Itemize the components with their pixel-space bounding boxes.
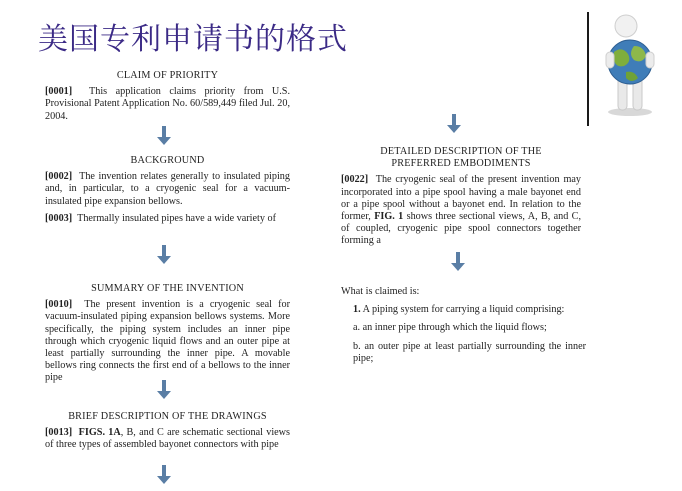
paragraph-text: This application claims priority from U.S. Provisional Patent Application No. 60/589,449 filed Jul. 20, 2004.	[45, 86, 290, 122]
down-arrow	[157, 126, 171, 145]
claim-number: 1.	[353, 304, 361, 316]
paragraph-text: The present invention is a cryogenic seal for vacuum-insulated piping expansion bellows systems. More specifically, the piping system includes an inner pipe through which cryogenic liquid flows and an outer pipe at least partially surrounding the inner pipe. A movable bellows ring connects the first end of a bellows to the inner pipe	[45, 299, 290, 384]
paragraph-text: Thermally insulated pipes have a wide variety of	[77, 212, 276, 224]
claims-section	[341, 286, 586, 366]
section-heading: CLAIM OF PRIORITY	[116, 70, 219, 81]
down-arrow	[157, 380, 171, 399]
paragraph	[341, 174, 581, 247]
section-heading: PREFERRED EMBODIMENTS	[391, 158, 531, 170]
paragraph-text: The invention relates generally to insulated piping and, in particular, to a cryogenic seal for a vacuum-insulated pipe expansion bellows.	[45, 171, 290, 207]
paragraph-number: [0001]	[45, 86, 73, 98]
paragraph-number: [0003]	[45, 212, 73, 224]
section-heading: DETAILED DESCRIPTION OF THE	[380, 146, 542, 157]
figure-reference: FIG. 1	[374, 211, 404, 223]
paragraph	[45, 299, 290, 384]
claim-of-priority-section	[45, 70, 290, 122]
section-heading: BRIEF DESCRIPTION OF THE DRAWINGS	[68, 411, 267, 422]
paragraph-number: [0013]	[45, 427, 73, 439]
paragraph	[45, 171, 290, 208]
paragraph	[45, 213, 290, 225]
section-heading: SUMMARY OF THE INVENTION	[91, 283, 244, 294]
paragraph-number: [0022]	[341, 174, 369, 186]
down-arrow	[451, 252, 465, 271]
claim-item-a: a. an inner pipe through which the liquid flows;	[353, 322, 547, 334]
down-arrow	[157, 245, 171, 264]
paragraph-number: [0010]	[45, 299, 73, 311]
summary-section	[45, 283, 290, 384]
drawings-section	[45, 411, 290, 455]
claim-1	[341, 304, 586, 316]
claim-text: A piping system for carrying a liquid comprising:	[362, 304, 565, 316]
divider-line	[587, 12, 589, 126]
background-section	[45, 155, 290, 232]
paragraph	[45, 427, 290, 451]
detailed-description-section	[341, 146, 581, 247]
section-heading: BACKGROUND	[130, 155, 205, 166]
paragraph-text: , B, and C are schematic sectional views of three types of assembled bayonet connectors with pipe	[45, 427, 290, 451]
paragraph-number: [0002]	[45, 171, 73, 183]
globe-person-logo	[596, 12, 664, 118]
claim-item-b: b. an outer pipe at least partially surrounding the inner pipe;	[353, 340, 586, 364]
paragraph	[45, 86, 290, 123]
figure-reference: FIGS. 1A	[78, 427, 121, 439]
claims-intro: What is claimed is:	[341, 286, 420, 297]
down-arrow	[157, 465, 171, 484]
paragraph-text: The cryogenic seal of the present invention may incorporated into a pipe spool having a male bayonet end or a pipe spool without a bayonet end. In relation to the former,	[341, 174, 581, 223]
down-arrow	[447, 114, 461, 133]
slide-title: 美国专利申请书的格式	[38, 22, 348, 57]
paragraph-text: shows three sectional views, A, B, and C, of coupled, cryogenic pipe spool connectors together forming a	[341, 211, 581, 247]
